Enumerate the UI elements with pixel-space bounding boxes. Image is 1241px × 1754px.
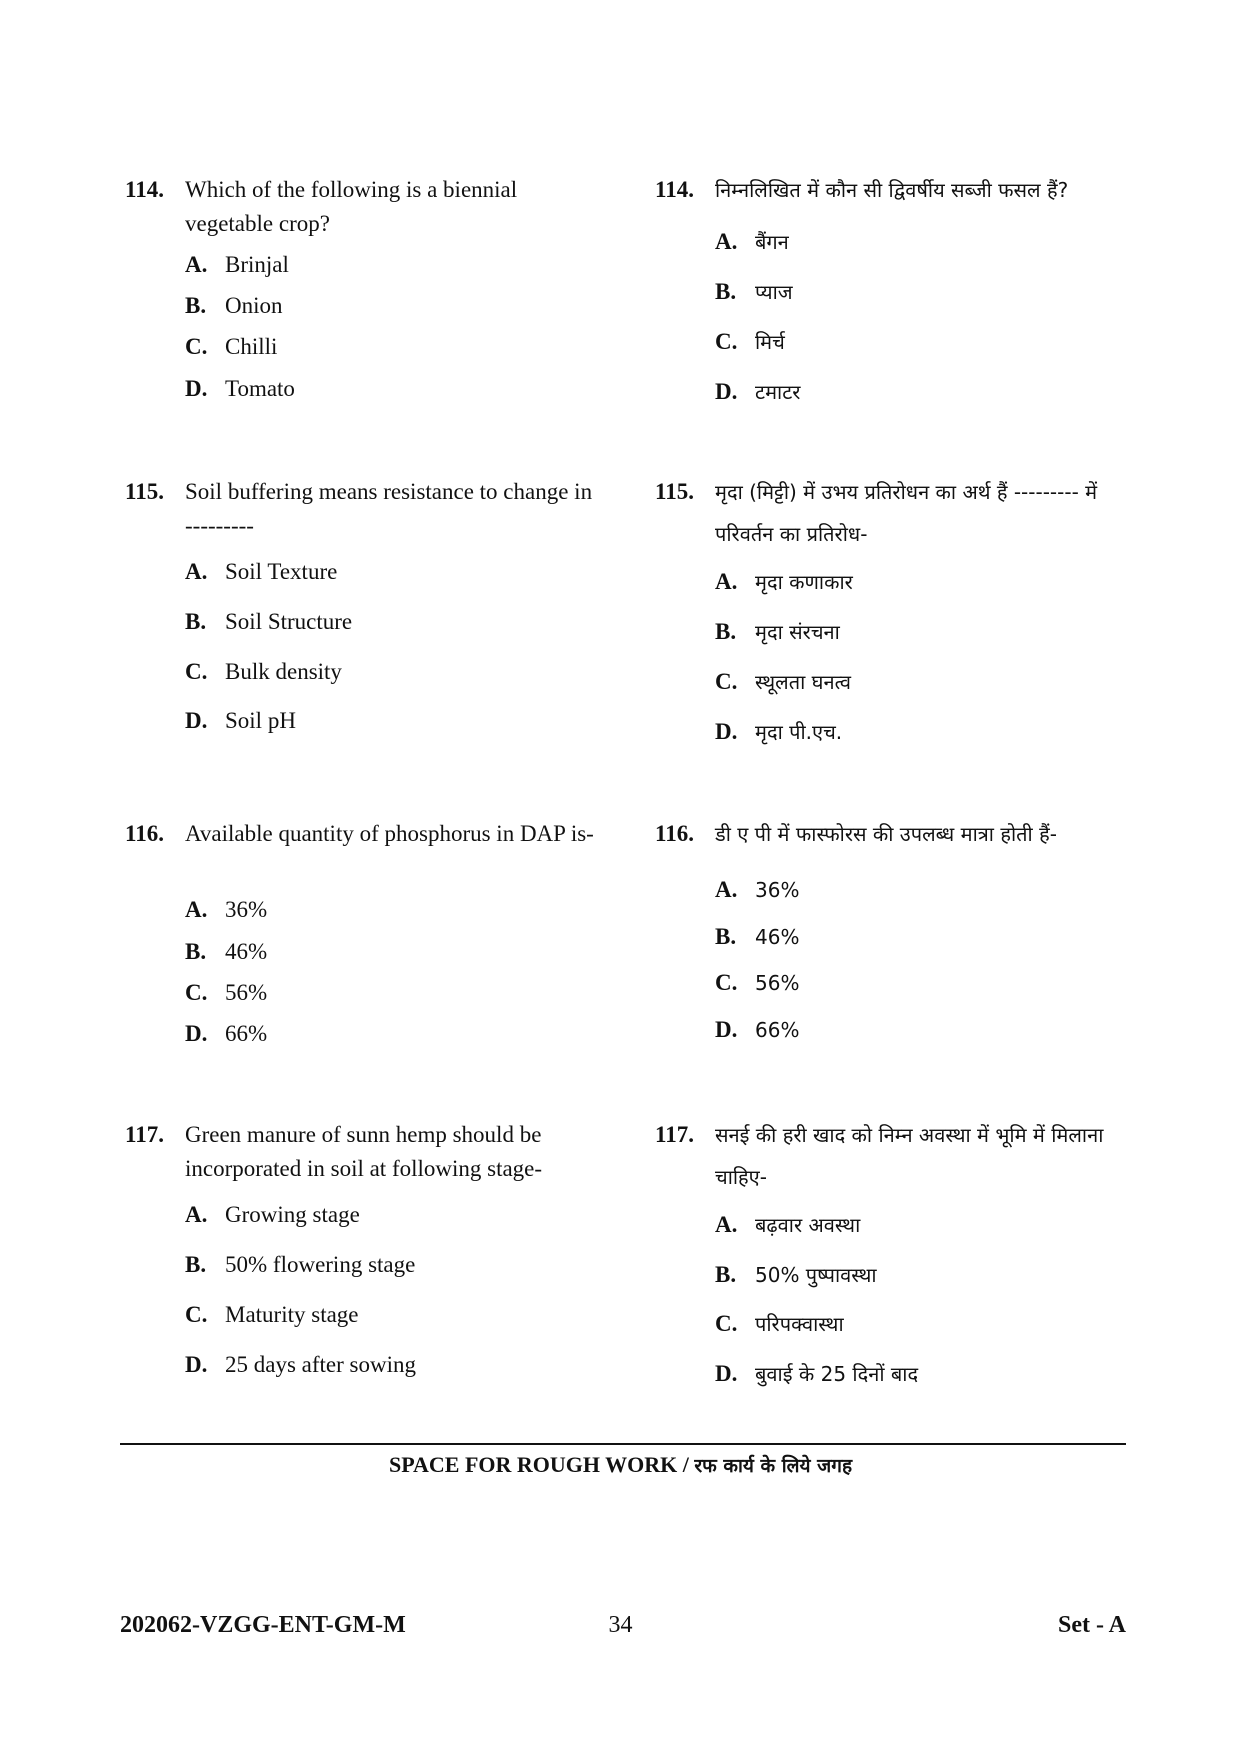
option-b: B. Soil Structure xyxy=(185,609,353,634)
question-number: 114. xyxy=(655,177,694,202)
question-stem: सनई की हरी खाद को निम्न अवस्था में भूमि में मिलाना चाहिए- xyxy=(715,1123,1104,1189)
option-c: C. 56% xyxy=(715,970,800,995)
question-number: 114. xyxy=(125,177,164,202)
option-c: C. Bulk density xyxy=(185,659,342,684)
option-a: A. मृदा कणाकार xyxy=(715,569,853,594)
question-number: 117. xyxy=(655,1122,694,1147)
option-a: A. Brinjal xyxy=(185,252,289,277)
option-d: D. 66% xyxy=(715,1017,800,1042)
rough-work-english: SPACE FOR ROUGH WORK / xyxy=(388,1452,689,1477)
page-number: 34 xyxy=(608,1612,633,1638)
option-b: B. 46% xyxy=(715,924,800,949)
question-number: 115. xyxy=(655,479,694,504)
option-c: C. Chilli xyxy=(185,334,278,359)
option-a: A. 36% xyxy=(715,877,800,902)
option-d: D. Soil pH xyxy=(185,708,296,733)
option-b: B. मृदा संरचना xyxy=(715,619,840,644)
option-b: B. 46% xyxy=(185,939,268,964)
divider-line xyxy=(120,1443,1126,1445)
question-stem: निम्नलिखित में कौन सी द्विवर्षीय सब्जी फसल हैं? xyxy=(715,178,1069,202)
option-b: B. 50% पुष्पावस्था xyxy=(715,1262,877,1287)
option-b: B. 50% flowering stage xyxy=(185,1252,416,1277)
option-c: C. स्थूलता घनत्व xyxy=(715,669,851,694)
option-d: D. 66% xyxy=(185,1021,268,1046)
option-d: D. 25 days after sowing xyxy=(185,1352,416,1377)
question-number: 117. xyxy=(125,1122,164,1147)
question-number: 115. xyxy=(125,479,164,504)
rough-work-hindi: रफ कार्य के लिये जगह xyxy=(694,1455,853,1477)
option-c: C. 56% xyxy=(185,980,268,1005)
option-c: C. मिर्च xyxy=(715,329,785,354)
rough-work-heading xyxy=(0,1452,1241,1478)
option-c: C. परिपक्वास्था xyxy=(715,1311,844,1336)
option-d: D. टमाटर xyxy=(715,379,801,404)
set-label: Set - A xyxy=(1058,1612,1126,1638)
option-d: D. बुवाई के 25 दिनों बाद xyxy=(715,1361,919,1386)
option-a: A. बैंगन xyxy=(715,229,789,254)
question-number: 116. xyxy=(655,821,694,846)
question-number: 116. xyxy=(125,821,164,846)
option-b: B. Onion xyxy=(185,293,283,318)
option-d: D. मृदा पी.एच. xyxy=(715,719,843,744)
option-a: A. Growing stage xyxy=(185,1202,360,1227)
option-c: C. Maturity stage xyxy=(185,1302,359,1327)
question-stem: Soil buffering means resistance to change in --------- xyxy=(185,479,593,538)
question-stem: Green manure of sunn hemp should be incorporated in soil at following stage- xyxy=(185,1122,543,1181)
question-stem: Available quantity of phosphorus in DAP is- xyxy=(185,821,594,846)
option-a: A. 36% xyxy=(185,897,268,922)
question-stem: डी ए पी में फास्फोरस की उपलब्ध मात्रा होती हैं- xyxy=(715,822,1057,846)
option-b: B. प्याज xyxy=(715,279,793,304)
question-stem: Which of the following is a biennial vegetable crop? xyxy=(185,177,518,236)
option-a: A. बढ़वार अवस्था xyxy=(715,1212,861,1237)
paper-code: 202062-VZGG-ENT-GM-M xyxy=(120,1612,406,1638)
option-d: D. Tomato xyxy=(185,376,295,401)
question-stem: मृदा (मिट्टी) में उभय प्रतिरोधन का अर्थ हैं --------- में परिवर्तन का प्रतिरोध- xyxy=(715,480,1098,546)
option-a: A. Soil Texture xyxy=(185,559,338,584)
